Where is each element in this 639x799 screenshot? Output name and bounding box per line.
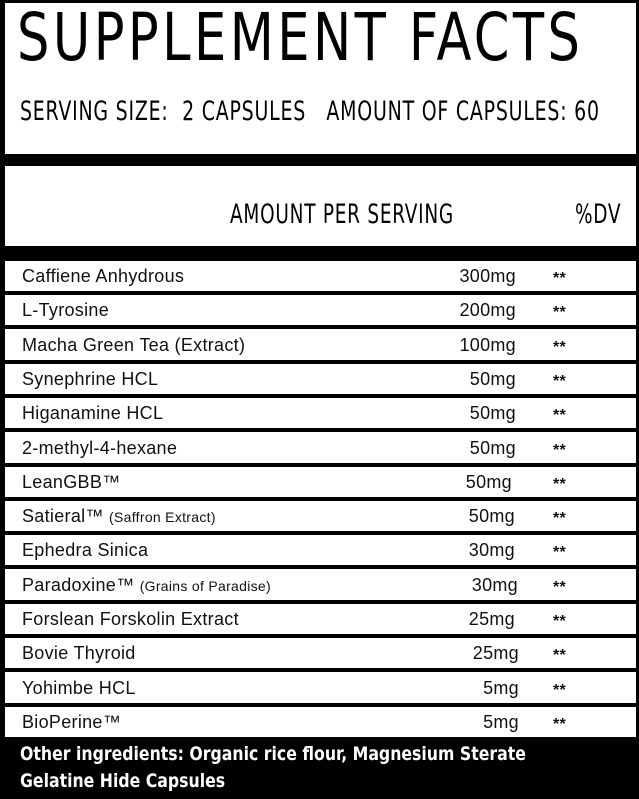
ingredient-dv: ** [553,407,567,425]
table-row [5,467,636,501]
ingredient-amount: 5mg [483,711,519,732]
ingredient-name [22,335,245,356]
ingredient-name-text: Ephedra Sinica [22,540,149,561]
ingredient-amount: 50mg [465,471,512,492]
table-row [5,673,636,707]
ingredient-name [22,575,271,596]
ingredient-name-text: Satieral™ [22,506,104,527]
dv-header: %DV [575,199,622,230]
ingredient-name-text: Paradoxine™ [22,574,135,595]
ingredient-name-text: 2-methyl-4-hexane [22,437,178,458]
ingredient-dv: ** [553,647,567,665]
ingredient-dv: ** [553,613,567,630]
ingredient-name [22,300,109,321]
other-ingredients-line-2: Gelatine Hide Capsules [20,770,226,792]
ingredient-dv: ** [553,510,567,528]
ingredient-dv: ** [553,681,567,699]
ingredient-name [22,712,121,733]
ingredient-dv: ** [553,544,567,562]
ingredient-name-text: Yohimbe HCL [22,677,136,698]
ingredient-name-text: Higanamine HCL [22,403,164,424]
ingredient-name-text: BioPerine™ [22,711,122,732]
table-row [5,638,636,672]
ingredient-dv: ** [553,270,567,287]
amount-per-serving-header: AMOUNT PER SERVING [230,199,454,230]
ingredient-dv: ** [553,441,567,459]
ingredient-amount: 50mg [469,437,516,458]
ingredient-dv: ** [553,372,567,390]
table-row [5,330,636,364]
amount-of-capsules: AMOUNT OF CAPSULES: 60 [326,96,600,127]
table-row [5,707,636,741]
ingredient-name-text: L-Tyrosine [22,300,110,321]
ingredient-name [22,540,148,561]
ingredient-amount: 50mg [469,368,516,389]
table-row [5,570,636,604]
ingredient-name-text: Caffiene Anhydrous [22,266,185,286]
ingredient-name-text: Synephrine HCL [22,368,159,389]
ingredient-name-text: LeanGBB™ [22,471,121,492]
column-header-panel [5,166,636,246]
ingredient-dv: ** [553,475,567,493]
ingredient-name [22,643,136,664]
ingredient-amount: 30mg [468,540,515,561]
ingredient-dv: ** [553,715,567,733]
ingredient-amount: 30mg [471,574,518,595]
ingredient-name [22,609,239,630]
ingredient-name [22,438,177,459]
ingredient-note: (Saffron Extract) [109,509,216,526]
ingredient-dv: ** [553,338,567,356]
ingredient-name [22,369,158,390]
table-row [5,295,636,329]
title-panel [5,0,636,154]
table-row [5,433,636,467]
ingredient-name-text: Macha Green Tea (Extract) [22,334,246,355]
ingredient-name [22,506,216,527]
ingredient-amount: 25mg [468,609,515,629]
table-row [5,398,636,432]
ingredient-note: (Grains of Paradise) [139,577,271,594]
ingredient-amount: 50mg [468,506,515,527]
table-row [5,261,636,295]
ingredient-amount: 25mg [472,643,519,664]
table-row [5,501,636,535]
ingredient-name [22,266,184,287]
ingredient-name [22,403,163,424]
table-row [5,364,636,398]
ingredient-amount: 300mg [459,266,516,286]
ingredient-name [22,678,136,699]
ingredient-name-text: Forslean Forskolin Extract [22,609,239,629]
ingredient-name-text: Bovie Thyroid [22,643,136,664]
ingredient-amount: 100mg [459,334,516,355]
page-title: SUPPLEMENT FACTS [17,0,584,76]
ingredient-amount: 200mg [459,300,516,321]
ingredient-dv: ** [553,304,567,322]
table-row [5,604,636,638]
ingredient-name [22,472,120,493]
other-ingredients-line-1: Other ingredients: Organic rice flour, Magnesium Sterate [20,743,526,765]
table-row [5,535,636,569]
serving-info [20,96,600,127]
ingredient-amount: 50mg [469,403,516,424]
serving-size: SERVING SIZE: 2 CAPSULES [20,96,307,127]
ingredient-amount: 5mg [483,677,519,698]
other-ingredients [20,741,570,795]
ingredient-dv: ** [553,578,567,596]
ingredients-table [5,261,636,741]
